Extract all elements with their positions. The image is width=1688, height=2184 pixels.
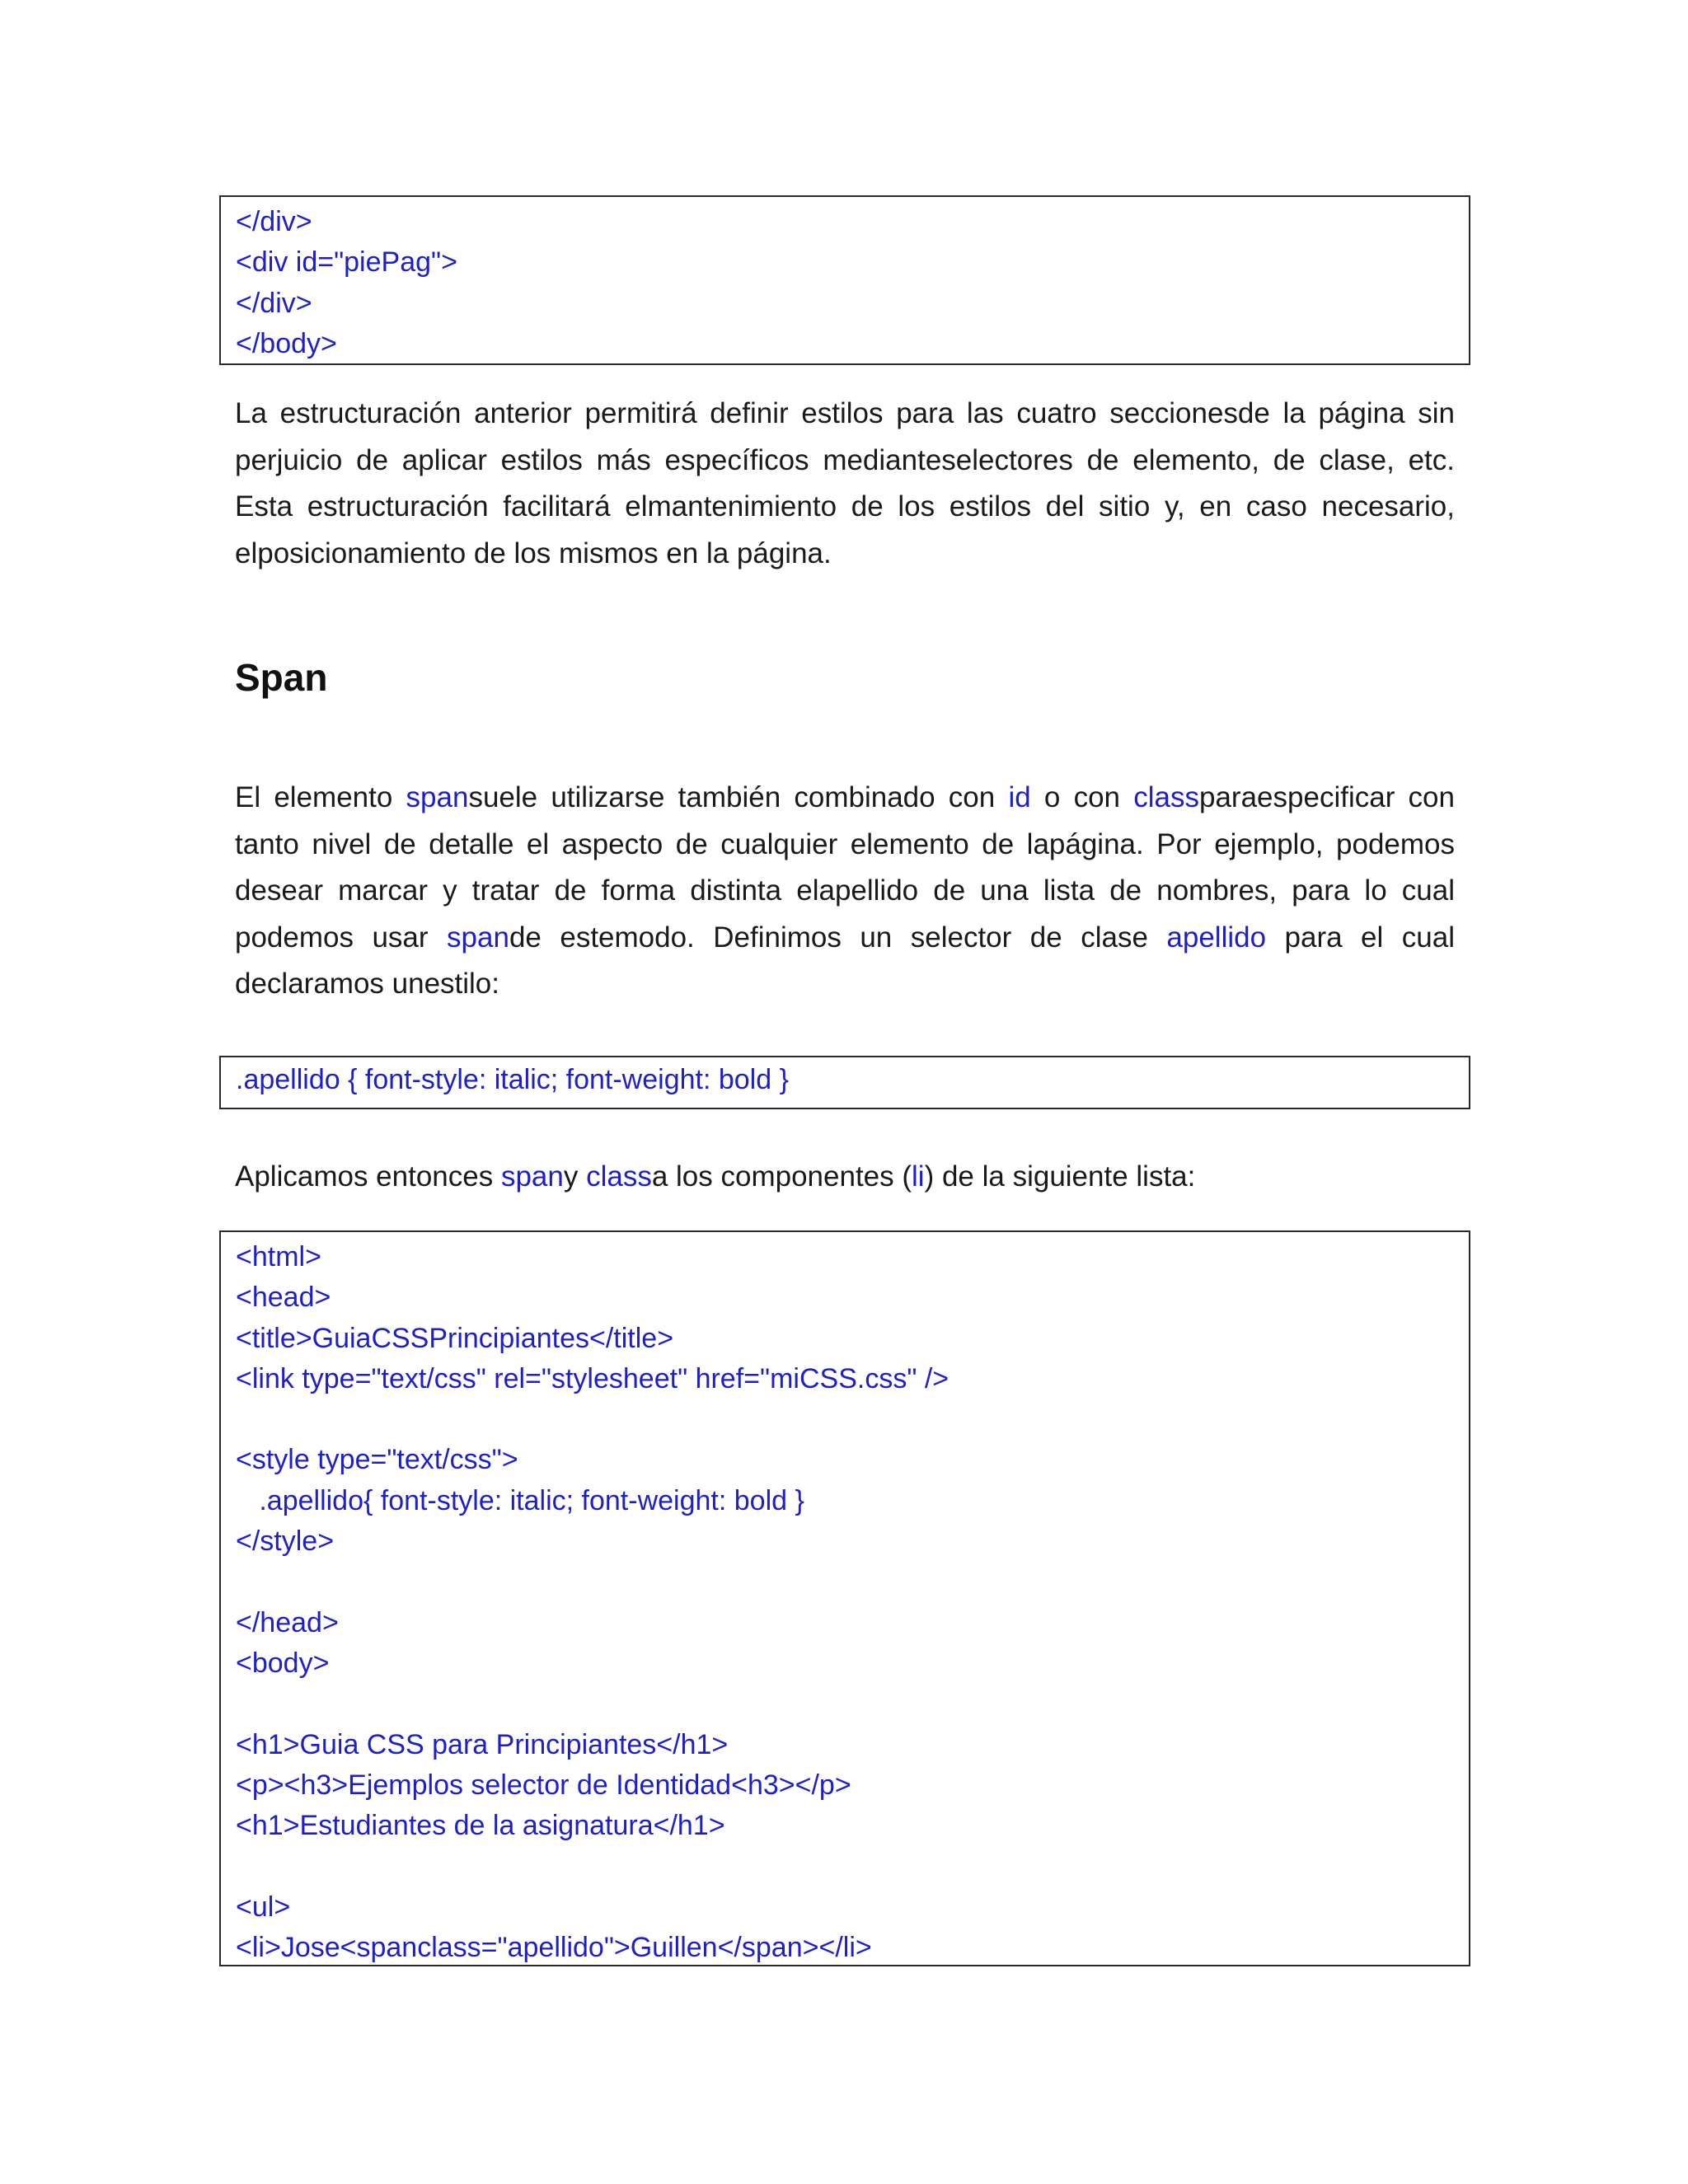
keyword-apellido: apellido xyxy=(1166,921,1267,954)
code-line: </head> xyxy=(236,1606,339,1638)
code-line: </div> xyxy=(236,206,312,237)
text-run: paraespecificar con tanto nivel de detalle el aspecto de cualquier elemento de lapágina. Por ejemplo, podemos desear marcar y tratar de forma distinta elapellido de una lista de nombres, para lo cual podemos usar xyxy=(235,781,1455,954)
code-line: <h1>Estudiantes de la asignatura</h1> xyxy=(236,1810,725,1842)
code-line: <li>Jose<spanclass="apellido">Guillen</span></li> xyxy=(236,1932,872,1964)
keyword-class: class xyxy=(1133,781,1199,813)
code-line: <div id="piePag"> xyxy=(236,246,457,279)
code-line: <html> xyxy=(236,1241,321,1272)
code-line: <link type="text/css" rel="stylesheet" href="miCSS.css" /> xyxy=(236,1362,950,1394)
text-run: a los componentes ( xyxy=(651,1160,912,1193)
code-line-blank xyxy=(236,1399,1454,1440)
text-run: ) de la siguiente lista: xyxy=(924,1160,1196,1193)
code-line: <body> xyxy=(236,1647,330,1679)
code-line: </div> xyxy=(236,287,312,319)
code-line: .apellido { font-style: italic; font-weight: bold } xyxy=(236,1064,789,1095)
code-block-apellido-style xyxy=(219,1056,1470,1109)
text-run: suele utilizarse también combinado con xyxy=(468,781,1009,813)
code-line: <h1>Guia CSS para Principiantes</h1> xyxy=(236,1728,729,1760)
text-run: El elemento xyxy=(235,781,406,813)
code-line: .apellido{ font-style: italic; font-weight: bold } xyxy=(236,1484,804,1516)
keyword-span: span xyxy=(406,781,469,813)
keyword-li: li xyxy=(912,1160,925,1193)
code-line: </style> xyxy=(236,1526,335,1558)
code-line-blank xyxy=(236,1846,1454,1886)
text-run: o con xyxy=(1030,781,1134,813)
code-block-closing-tags xyxy=(219,195,1470,365)
code-line: <head> xyxy=(236,1282,331,1314)
text-run: de estemodo. Definimos un selector de clase xyxy=(509,921,1167,954)
keyword-class: class xyxy=(586,1160,652,1193)
keyword-id: id xyxy=(1008,781,1031,813)
code-line: <ul> xyxy=(236,1891,291,1923)
code-line: <p><h3>Ejemplos selector de Identidad<h3></p> xyxy=(236,1769,851,1801)
code-line-blank xyxy=(236,1562,1454,1602)
paragraph-apply-span xyxy=(235,1154,1455,1201)
paragraph-structure-explanation: La estructuración anterior permitirá definir estilos para las cuatro seccionesde la página sin perjuicio de aplicar estilos más específicos medianteselectores de elemento, de clase, etc. Esta estructuración facilitará elmantenimiento de los estilos del sitio y, en caso necesario, elposicionamiento de los mismos en la página. xyxy=(235,397,1455,569)
code-line: </body> xyxy=(236,327,337,359)
code-block-html-example xyxy=(219,1230,1470,1966)
text-run: para el cual declaramos unestilo: xyxy=(235,921,1455,1000)
text-run: y xyxy=(563,1160,587,1193)
paragraph-span-intro xyxy=(235,775,1455,1008)
code-line: <title>GuiaCSSPrincipiantes</title> xyxy=(236,1322,674,1354)
keyword-span: span xyxy=(500,1160,564,1193)
code-line-blank xyxy=(236,1684,1454,1724)
text-run: Aplicamos entonces xyxy=(235,1160,501,1193)
keyword-span: span xyxy=(447,921,509,954)
section-heading: Span xyxy=(235,656,328,699)
code-line: <style type="text/css"> xyxy=(236,1444,518,1476)
